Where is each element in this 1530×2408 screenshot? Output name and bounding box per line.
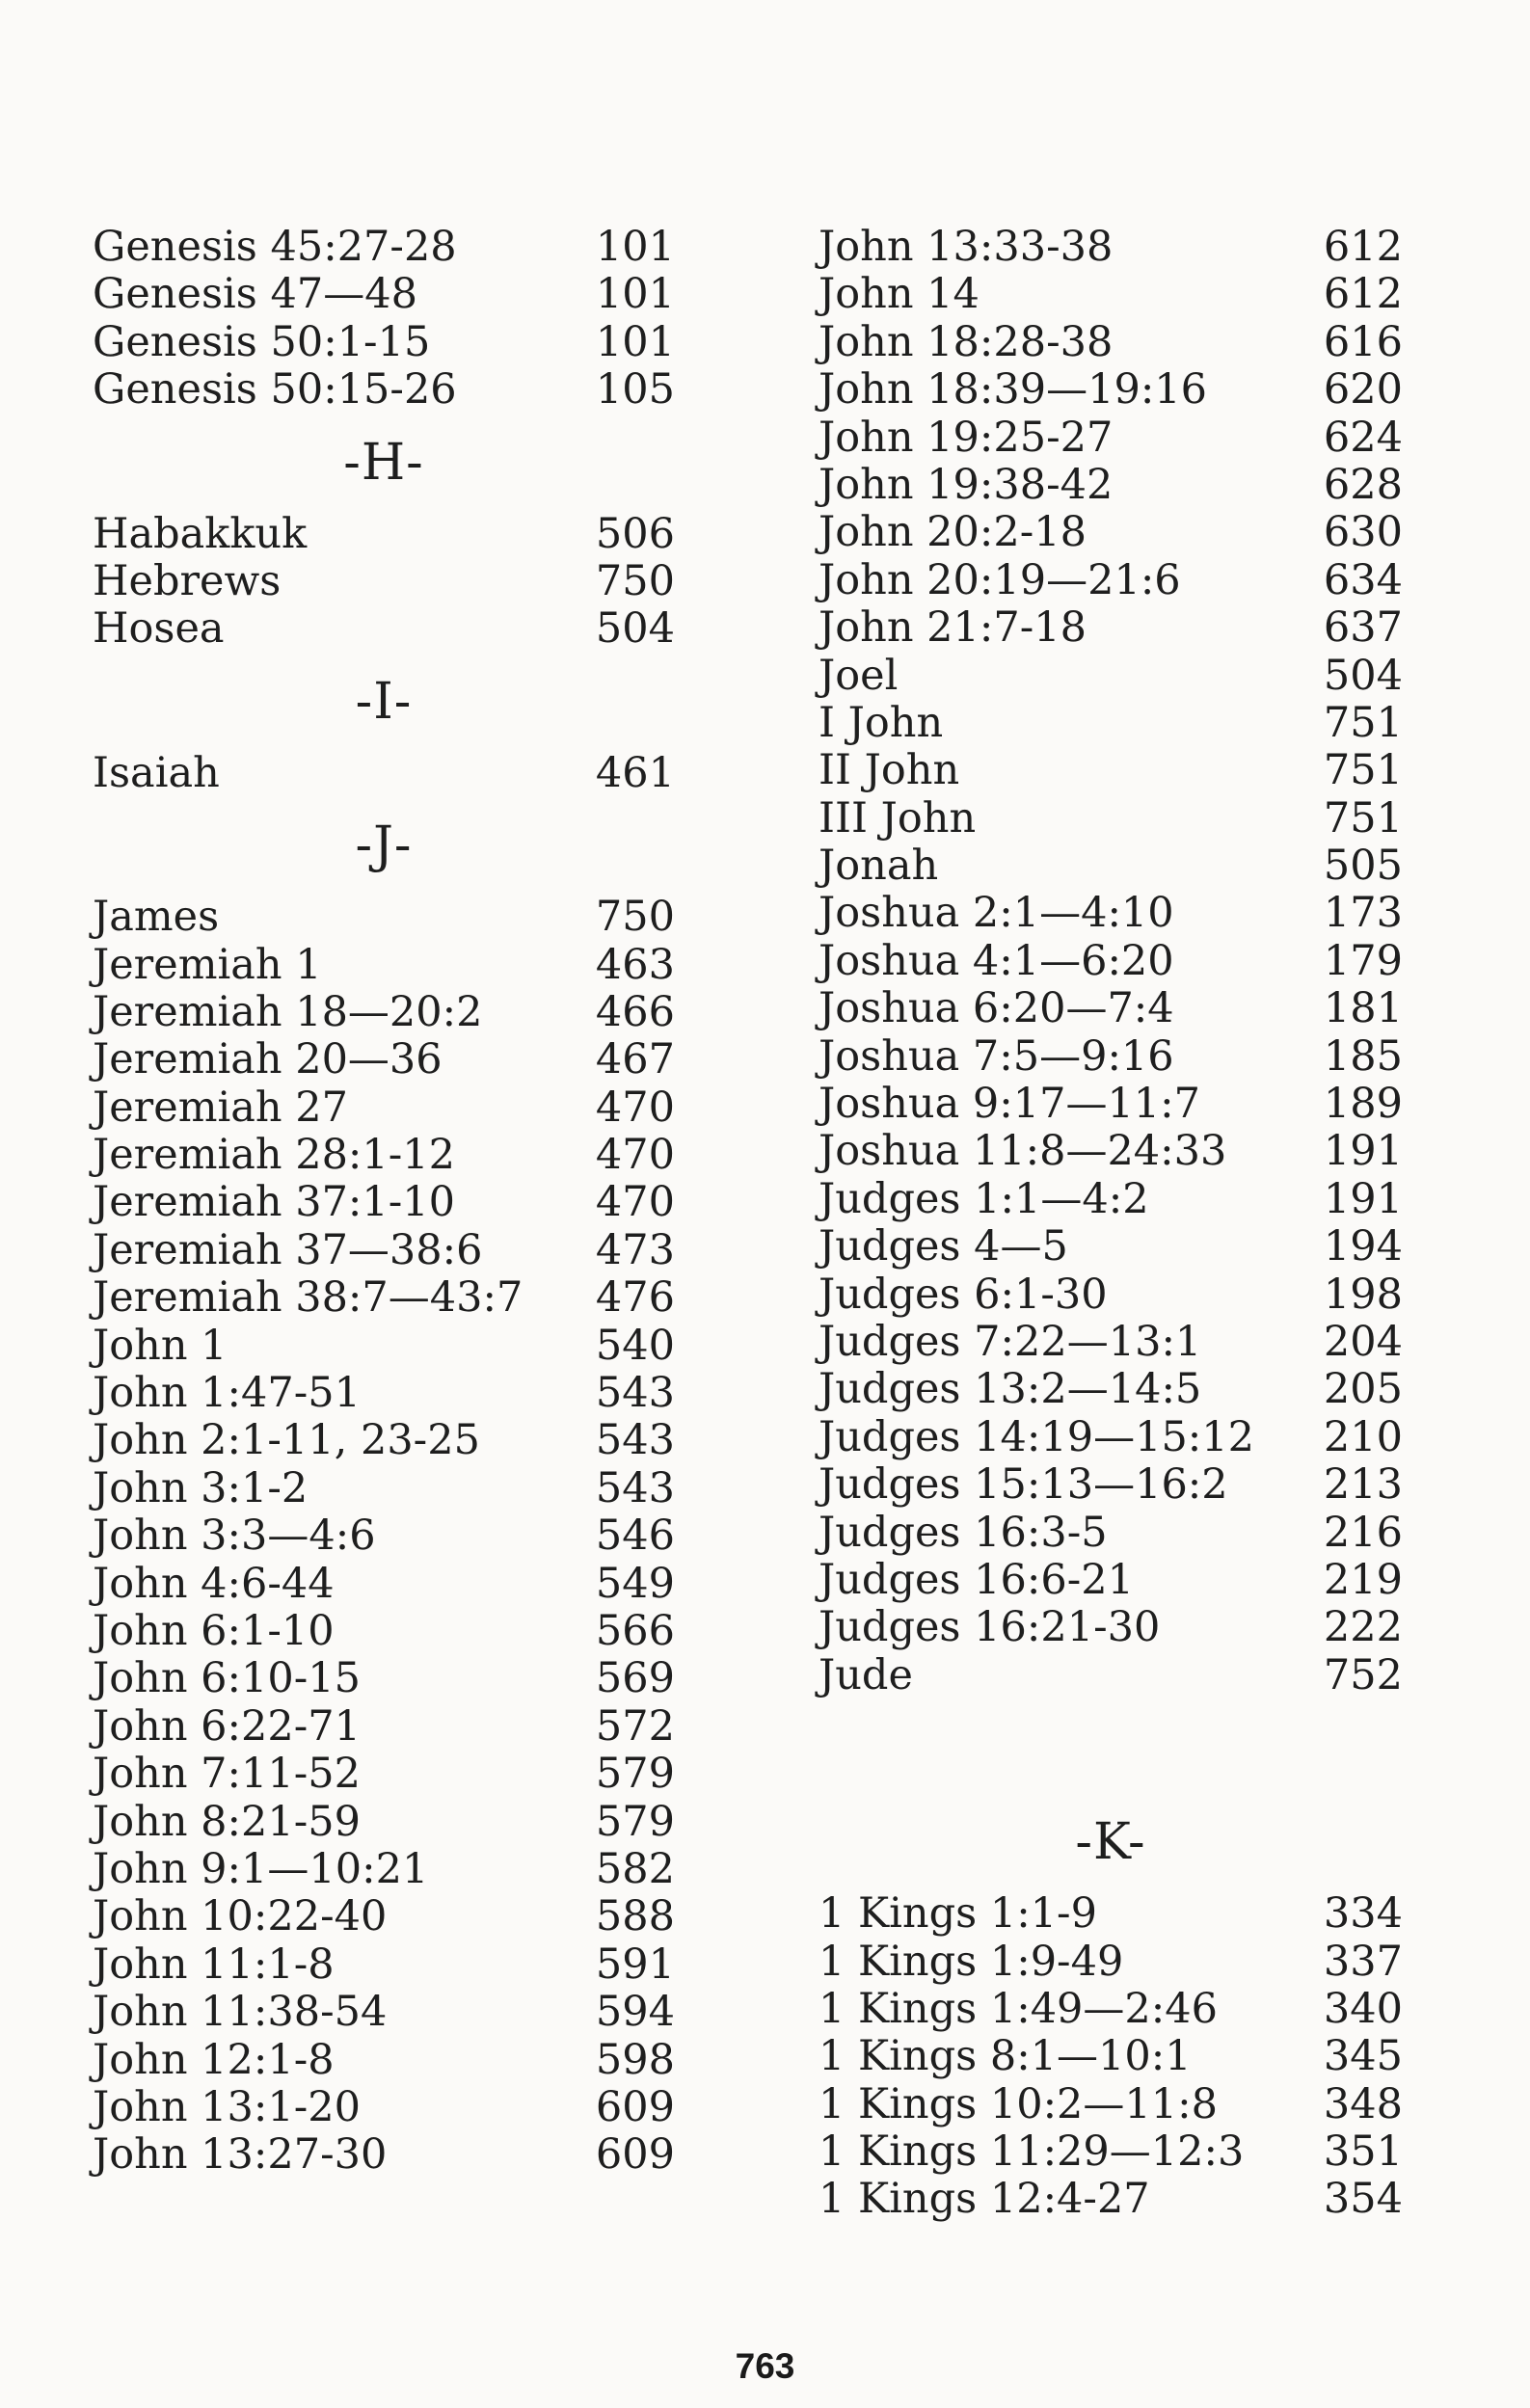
index-entry xyxy=(819,1414,1403,1461)
entry-list-i xyxy=(93,750,675,797)
entry-reference: Joshua 6:20—7:4 xyxy=(819,984,1174,1033)
entry-page-number: 222 xyxy=(1323,1603,1403,1652)
entry-page-number: 634 xyxy=(1323,555,1403,604)
entry-reference: John 7:11-52 xyxy=(93,1750,361,1799)
index-left-column xyxy=(93,224,675,2180)
entry-list-h xyxy=(93,511,675,654)
entry-reference: John 4:6-44 xyxy=(93,1559,335,1608)
entry-page-number: 543 xyxy=(595,1416,675,1465)
entry-reference: 1 Kings 1:49—2:46 xyxy=(819,1984,1218,2033)
entry-reference: John 19:38-42 xyxy=(819,460,1114,509)
index-entry xyxy=(93,1179,675,1226)
index-entry xyxy=(93,1512,675,1560)
entry-page-number: 191 xyxy=(1323,1127,1403,1176)
entry-reference: Jude xyxy=(819,1650,913,1699)
entry-reference: Joshua 11:8—24:33 xyxy=(819,1127,1227,1176)
entry-page-number: 467 xyxy=(595,1035,675,1084)
entry-reference: 1 Kings 11:29—12:3 xyxy=(819,2127,1245,2177)
entry-page-number: 191 xyxy=(1323,1174,1403,1223)
entry-page-number: 543 xyxy=(595,1369,675,1418)
index-entry xyxy=(93,319,675,366)
index-entry xyxy=(819,1986,1403,2033)
entry-list-g xyxy=(93,224,675,415)
entry-reference: John 1 xyxy=(93,1321,228,1370)
entry-reference: 1 Kings 12:4-27 xyxy=(819,2175,1150,2224)
entry-reference: Jeremiah 38:7—43:7 xyxy=(93,1273,523,1323)
index-entry xyxy=(93,511,675,558)
entry-page-number: 620 xyxy=(1323,365,1403,415)
index-entry xyxy=(819,985,1403,1032)
entry-page-number: 476 xyxy=(595,1273,675,1323)
entry-page-number: 505 xyxy=(1323,842,1403,891)
entry-reference: III John xyxy=(819,793,977,843)
entry-reference: Jeremiah 37:1-10 xyxy=(93,1178,456,1227)
entry-reference: John 20:19—21:6 xyxy=(819,555,1181,604)
entry-page-number: 194 xyxy=(1323,1222,1403,1271)
entry-page-number: 461 xyxy=(595,748,675,797)
entry-reference: Judges 7:22—13:1 xyxy=(819,1317,1202,1366)
entry-page-number: 612 xyxy=(1323,223,1403,271)
entry-list-j xyxy=(93,894,675,2180)
entry-page-number: 543 xyxy=(595,1463,675,1512)
index-entry xyxy=(819,890,1403,937)
index-entry xyxy=(819,1128,1403,1175)
entry-page-number: 210 xyxy=(1323,1412,1403,1461)
entry-page-number: 588 xyxy=(595,1892,675,1941)
index-entry xyxy=(93,1323,675,1370)
index-entry xyxy=(819,1939,1403,1986)
entry-page-number: 752 xyxy=(1323,1650,1403,1699)
entry-reference: Hebrews xyxy=(93,556,282,605)
index-entry xyxy=(93,1941,675,1989)
entry-reference: John 1:47-51 xyxy=(93,1369,361,1418)
entry-page-number: 189 xyxy=(1323,1080,1403,1129)
entry-page-number: 463 xyxy=(595,940,675,989)
entry-page-number: 204 xyxy=(1323,1317,1403,1366)
entry-page-number: 579 xyxy=(595,1750,675,1799)
entry-page-number: 213 xyxy=(1323,1460,1403,1510)
entry-page-number: 566 xyxy=(595,1606,675,1655)
entry-page-number: 101 xyxy=(595,270,675,319)
entry-page-number: 348 xyxy=(1323,2079,1403,2128)
entry-page-number: 351 xyxy=(1323,2127,1403,2177)
entry-page-number: 598 xyxy=(595,2035,675,2084)
entry-reference: 1 Kings 1:1-9 xyxy=(819,1889,1097,1939)
entry-page-number: 219 xyxy=(1323,1555,1403,1604)
entry-reference: 1 Kings 10:2—11:8 xyxy=(819,2079,1218,2128)
index-entry xyxy=(93,605,675,653)
entry-reference: John 6:10-15 xyxy=(93,1654,361,1703)
index-entry xyxy=(819,653,1403,700)
entry-reference: Genesis 47—48 xyxy=(93,270,417,319)
entry-page-number: 612 xyxy=(1323,270,1403,319)
entry-reference: John 3:3—4:6 xyxy=(93,1512,376,1561)
index-entry xyxy=(93,2084,675,2131)
index-entry xyxy=(93,2131,675,2179)
entry-reference: Jeremiah 37—38:6 xyxy=(93,1225,483,1274)
entry-reference: Joshua 4:1—6:20 xyxy=(819,936,1174,985)
entry-page-number: 540 xyxy=(595,1321,675,1370)
entry-reference: John 13:33-38 xyxy=(819,223,1114,271)
entry-reference: John 6:22-71 xyxy=(93,1701,361,1751)
entry-page-number: 473 xyxy=(595,1225,675,1274)
entry-reference: John 18:39—19:16 xyxy=(819,365,1208,415)
entry-reference: Hosea xyxy=(93,604,225,654)
index-entry xyxy=(819,604,1403,652)
entry-reference: Judges 13:2—14:5 xyxy=(819,1365,1202,1414)
entry-reference: Joshua 7:5—9:16 xyxy=(819,1031,1174,1081)
entry-page-number: 101 xyxy=(595,317,675,366)
index-entry xyxy=(819,1271,1403,1319)
entry-page-number: 750 xyxy=(595,893,675,942)
entry-reference: Jeremiah 1 xyxy=(93,940,322,989)
index-entry xyxy=(93,1751,675,1798)
entry-page-number: 582 xyxy=(595,1844,675,1893)
entry-reference: John 3:1-2 xyxy=(93,1463,309,1512)
entry-page-number: 504 xyxy=(1323,651,1403,700)
entry-page-number: 609 xyxy=(595,2082,675,2131)
entry-reference: John 13:27-30 xyxy=(93,2130,388,2180)
page-number: 763 xyxy=(735,2346,795,2386)
index-right-column xyxy=(819,224,1403,2224)
index-entry xyxy=(819,1366,1403,1413)
entry-reference: James xyxy=(93,893,220,942)
entry-list-j-continued xyxy=(819,224,1403,1699)
entry-page-number: 205 xyxy=(1323,1365,1403,1414)
section-heading-j: -J- xyxy=(355,816,413,875)
entry-page-number: 751 xyxy=(1323,698,1403,747)
entry-page-number: 105 xyxy=(595,365,675,415)
index-entry xyxy=(819,2033,1403,2080)
entry-reference: Judges 16:21-30 xyxy=(819,1603,1161,1652)
entry-page-number: 470 xyxy=(595,1131,675,1180)
entry-page-number: 181 xyxy=(1323,984,1403,1033)
entry-page-number: 198 xyxy=(1323,1270,1403,1319)
entry-page-number: 594 xyxy=(595,1988,675,2037)
index-entry xyxy=(819,1033,1403,1081)
entry-reference: Judges 16:6-21 xyxy=(819,1555,1134,1604)
index-entry xyxy=(819,2081,1403,2128)
index-entry xyxy=(93,1893,675,1940)
index-entry xyxy=(93,2037,675,2084)
index-entry xyxy=(93,942,675,989)
entry-page-number: 549 xyxy=(595,1559,675,1608)
entry-reference: John 19:25-27 xyxy=(819,413,1114,462)
index-entry xyxy=(93,224,675,271)
index-entry xyxy=(93,1370,675,1417)
index-entry xyxy=(93,366,675,414)
entry-reference: Genesis 45:27-28 xyxy=(93,223,457,271)
entry-page-number: 340 xyxy=(1323,1984,1403,2033)
entry-reference: Jonah xyxy=(819,842,939,891)
entry-reference: John 18:28-38 xyxy=(819,317,1114,366)
index-entry xyxy=(93,558,675,605)
entry-reference: II John xyxy=(819,746,960,795)
entry-reference: Judges 14:19—15:12 xyxy=(819,1412,1255,1461)
index-entry xyxy=(93,989,675,1036)
index-entry xyxy=(93,1036,675,1084)
index-entry xyxy=(93,1274,675,1322)
entry-page-number: 616 xyxy=(1323,317,1403,366)
index-entry xyxy=(819,224,1403,271)
index-entry xyxy=(819,843,1403,890)
entry-reference: Isaiah xyxy=(93,748,220,797)
index-entry xyxy=(93,271,675,318)
entry-page-number: 470 xyxy=(595,1178,675,1227)
entry-page-number: 504 xyxy=(595,604,675,654)
index-entry xyxy=(93,1799,675,1846)
index-entry xyxy=(819,1223,1403,1271)
entry-reference: Habakkuk xyxy=(93,509,308,558)
entry-page-number: 185 xyxy=(1323,1031,1403,1081)
section-heading-h: -H- xyxy=(343,433,424,492)
index-entry xyxy=(819,1176,1403,1223)
entry-reference: Jeremiah 28:1-12 xyxy=(93,1131,456,1180)
entry-reference: John 9:1—10:21 xyxy=(93,1844,429,1893)
index-entry xyxy=(819,1652,1403,1699)
index-entry xyxy=(819,1081,1403,1128)
entry-page-number: 101 xyxy=(595,223,675,271)
entry-reference: John 13:1-20 xyxy=(93,2082,361,2131)
entry-reference: Joel xyxy=(819,651,899,700)
index-entry xyxy=(819,1319,1403,1366)
entry-page-number: 609 xyxy=(595,2130,675,2180)
index-entry xyxy=(819,2128,1403,2176)
entry-reference: Jeremiah 27 xyxy=(93,1083,348,1132)
entry-page-number: 546 xyxy=(595,1512,675,1561)
index-entry xyxy=(93,1227,675,1274)
index-entry xyxy=(93,1561,675,1608)
entry-page-number: 354 xyxy=(1323,2175,1403,2224)
entry-reference: Jeremiah 20—36 xyxy=(93,1035,443,1084)
entry-reference: 1 Kings 1:9-49 xyxy=(819,1937,1124,1986)
entry-page-number: 345 xyxy=(1323,2032,1403,2081)
index-entry xyxy=(819,366,1403,414)
entry-reference: Judges 6:1-30 xyxy=(819,1270,1108,1319)
index-entry xyxy=(93,1989,675,2036)
entry-reference: Joshua 2:1—4:10 xyxy=(819,889,1174,938)
entry-reference: Judges 15:13—16:2 xyxy=(819,1460,1228,1510)
index-entry xyxy=(93,1084,675,1132)
index-entry xyxy=(819,1890,1403,1938)
index-entry xyxy=(819,1461,1403,1509)
entry-reference: Judges 16:3-5 xyxy=(819,1508,1108,1557)
index-entry xyxy=(93,1703,675,1751)
entry-reference: John 21:7-18 xyxy=(819,603,1087,653)
index-entry xyxy=(819,1510,1403,1557)
index-entry xyxy=(819,1604,1403,1651)
entry-reference: John 6:1-10 xyxy=(93,1606,335,1655)
index-entry xyxy=(93,1608,675,1655)
index-entry xyxy=(819,462,1403,509)
entry-reference: John 11:38-54 xyxy=(93,1988,388,2037)
entry-reference: I John xyxy=(819,698,944,747)
entry-page-number: 751 xyxy=(1323,793,1403,843)
index-entry xyxy=(93,1846,675,1893)
entry-reference: Genesis 50:1-15 xyxy=(93,317,431,366)
index-entry xyxy=(93,1465,675,1512)
index-entry xyxy=(93,1132,675,1179)
index-entry xyxy=(93,750,675,797)
index-entry xyxy=(819,795,1403,843)
entry-page-number: 628 xyxy=(1323,460,1403,509)
entry-page-number: 572 xyxy=(595,1701,675,1751)
index-entry xyxy=(819,415,1403,462)
entry-page-number: 750 xyxy=(595,556,675,605)
entry-page-number: 591 xyxy=(595,1940,675,1989)
index-entry xyxy=(819,1557,1403,1604)
entry-reference: Judges 4—5 xyxy=(819,1222,1068,1271)
index-entry xyxy=(819,938,1403,985)
index-entry xyxy=(93,1655,675,1702)
entry-reference: John 12:1-8 xyxy=(93,2035,335,2084)
entry-reference: Joshua 9:17—11:7 xyxy=(819,1080,1201,1129)
index-entry xyxy=(819,700,1403,747)
index-entry xyxy=(819,2176,1403,2223)
entry-page-number: 466 xyxy=(595,987,675,1036)
entry-reference: John 8:21-59 xyxy=(93,1797,361,1846)
entry-page-number: 751 xyxy=(1323,746,1403,795)
index-entry xyxy=(819,271,1403,318)
entry-reference: John 11:1-8 xyxy=(93,1940,335,1989)
index-entry xyxy=(819,319,1403,366)
index-entry xyxy=(819,509,1403,556)
entry-reference: John 14 xyxy=(819,270,980,319)
entry-page-number: 624 xyxy=(1323,413,1403,462)
entry-reference: Genesis 50:15-26 xyxy=(93,365,457,415)
index-entry xyxy=(819,747,1403,794)
entry-reference: Judges 1:1—4:2 xyxy=(819,1174,1149,1223)
entry-reference: Jeremiah 18—20:2 xyxy=(93,987,483,1036)
entry-reference: John 2:1-11, 23-25 xyxy=(93,1416,480,1465)
entry-page-number: 630 xyxy=(1323,508,1403,557)
index-entry xyxy=(93,894,675,941)
entry-reference: John 20:2-18 xyxy=(819,508,1087,557)
entry-page-number: 173 xyxy=(1323,889,1403,938)
index-entry xyxy=(93,1417,675,1464)
entry-page-number: 334 xyxy=(1323,1889,1403,1939)
section-heading-i: -I- xyxy=(355,672,413,731)
entry-page-number: 637 xyxy=(1323,603,1403,653)
entry-page-number: 506 xyxy=(595,509,675,558)
entry-page-number: 470 xyxy=(595,1083,675,1132)
section-heading-k: -K- xyxy=(1075,1813,1146,1872)
entry-page-number: 179 xyxy=(1323,936,1403,985)
entry-reference: 1 Kings 8:1—10:1 xyxy=(819,2032,1192,2081)
section-gap xyxy=(819,1699,1403,1794)
entry-page-number: 337 xyxy=(1323,1937,1403,1986)
entry-page-number: 216 xyxy=(1323,1508,1403,1557)
entry-page-number: 569 xyxy=(595,1654,675,1703)
entry-reference: John 10:22-40 xyxy=(93,1892,388,1941)
index-entry xyxy=(819,557,1403,604)
entry-list-k xyxy=(819,1890,1403,2224)
entry-page-number: 579 xyxy=(595,1797,675,1846)
